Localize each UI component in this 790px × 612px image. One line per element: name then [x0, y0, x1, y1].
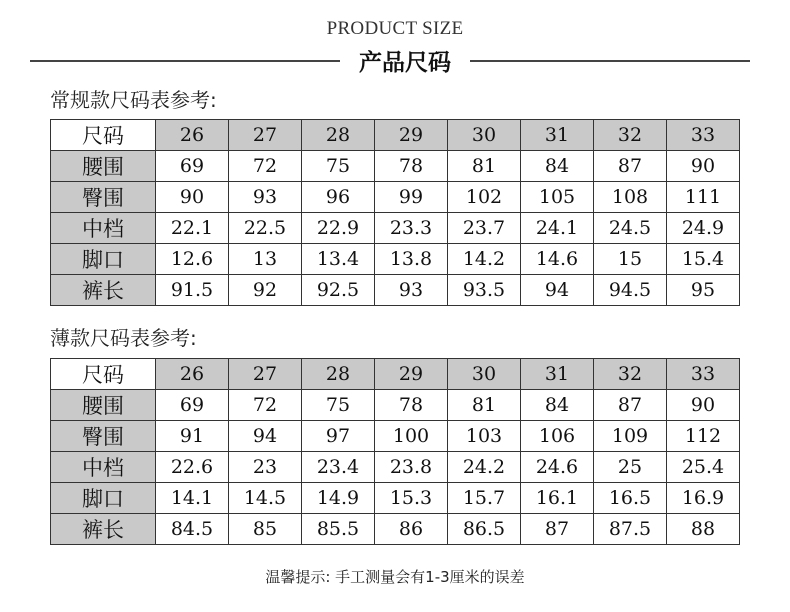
measurement-cell: 100 [375, 421, 448, 452]
size-header-cell: 26 [156, 359, 229, 390]
measurement-cell: 112 [667, 421, 740, 452]
measurement-cell: 13.4 [302, 244, 375, 275]
measurement-cell: 90 [667, 390, 740, 421]
measurement-cell: 108 [594, 182, 667, 213]
measurement-cell: 87 [521, 514, 594, 545]
measurement-cell: 72 [229, 390, 302, 421]
size-header-cell: 28 [302, 120, 375, 151]
measurement-cell: 87.5 [594, 514, 667, 545]
measurement-cell: 91 [156, 421, 229, 452]
measurement-cell: 111 [667, 182, 740, 213]
measurement-cell: 15 [594, 244, 667, 275]
table-row [51, 182, 740, 213]
measurement-cell: 94 [229, 421, 302, 452]
measurement-cell: 78 [375, 151, 448, 182]
measurement-cell: 14.9 [302, 483, 375, 514]
measurement-cell: 23.7 [448, 213, 521, 244]
measurement-cell: 12.6 [156, 244, 229, 275]
measurement-cell: 81 [448, 151, 521, 182]
measurement-cell: 94.5 [594, 275, 667, 306]
measurement-cell: 16.1 [521, 483, 594, 514]
measurement-cell: 86 [375, 514, 448, 545]
size-header-cell: 26 [156, 120, 229, 151]
measurement-cell: 23.4 [302, 452, 375, 483]
measurement-cell: 23.8 [375, 452, 448, 483]
measurement-cell: 13.8 [375, 244, 448, 275]
measurement-cell: 84 [521, 151, 594, 182]
measurement-cell: 69 [156, 151, 229, 182]
measurement-cell: 88 [667, 514, 740, 545]
table-row [51, 483, 740, 514]
measurement-label: 脚口 [51, 244, 156, 275]
size-header-cell: 28 [302, 359, 375, 390]
measurement-cell: 103 [448, 421, 521, 452]
measurement-cell: 93.5 [448, 275, 521, 306]
measurement-label: 臀围 [51, 182, 156, 213]
measurement-cell: 84 [521, 390, 594, 421]
title-divider-left [30, 60, 340, 62]
size-header-cell: 33 [667, 120, 740, 151]
size-header-cell: 30 [448, 120, 521, 151]
product-size-title-en: PRODUCT SIZE [326, 18, 464, 39]
measurement-cell: 106 [521, 421, 594, 452]
size-header-cell: 27 [229, 120, 302, 151]
measurement-cell: 93 [375, 275, 448, 306]
measurement-cell: 90 [156, 182, 229, 213]
measurement-label: 裤长 [51, 514, 156, 545]
measurement-cell: 85.5 [302, 514, 375, 545]
table-row [51, 421, 740, 452]
measurement-cell: 14.6 [521, 244, 594, 275]
measurement-cell: 22.5 [229, 213, 302, 244]
measurement-label: 中档 [51, 452, 156, 483]
table-row [51, 151, 740, 182]
table-row [51, 244, 740, 275]
measurement-cell: 15.3 [375, 483, 448, 514]
measurement-cell: 14.1 [156, 483, 229, 514]
measurement-cell: 75 [302, 390, 375, 421]
size-corner-label: 尺码 [51, 359, 156, 390]
measurement-cell: 94 [521, 275, 594, 306]
measurement-cell: 86.5 [448, 514, 521, 545]
title-divider-right [470, 60, 750, 62]
measurement-label: 中档 [51, 213, 156, 244]
measurement-cell: 92 [229, 275, 302, 306]
measurement-cell: 102 [448, 182, 521, 213]
product-size-title-cn: 产品尺码 [359, 50, 451, 76]
measurement-cell: 24.6 [521, 452, 594, 483]
measurement-tip: 温馨提示: 手工测量会有1-3厘米的误差 [265, 568, 525, 586]
measurement-cell: 22.1 [156, 213, 229, 244]
measurement-cell: 97 [302, 421, 375, 452]
measurement-cell: 78 [375, 390, 448, 421]
size-corner-label: 尺码 [51, 120, 156, 151]
measurement-cell: 69 [156, 390, 229, 421]
measurement-cell: 13 [229, 244, 302, 275]
measurement-cell: 91.5 [156, 275, 229, 306]
measurement-cell: 93 [229, 182, 302, 213]
product-size-title-row [0, 44, 790, 80]
size-header-cell: 29 [375, 359, 448, 390]
measurement-cell: 81 [448, 390, 521, 421]
size-header-cell: 29 [375, 120, 448, 151]
table-row [51, 275, 740, 306]
measurement-cell: 92.5 [302, 275, 375, 306]
measurement-cell: 90 [667, 151, 740, 182]
table-row [51, 452, 740, 483]
measurement-cell: 87 [594, 151, 667, 182]
measurement-cell: 15.4 [667, 244, 740, 275]
measurement-cell: 24.2 [448, 452, 521, 483]
regular-size-table [50, 119, 740, 306]
measurement-cell: 24.1 [521, 213, 594, 244]
table-row [51, 213, 740, 244]
measurement-cell: 24.9 [667, 213, 740, 244]
measurement-cell: 15.7 [448, 483, 521, 514]
measurement-cell: 16.9 [667, 483, 740, 514]
measurement-cell: 96 [302, 182, 375, 213]
size-header-cell: 30 [448, 359, 521, 390]
size-header-row [51, 120, 740, 151]
measurement-cell: 25 [594, 452, 667, 483]
measurement-cell: 25.4 [667, 452, 740, 483]
size-header-cell: 31 [521, 120, 594, 151]
size-header-cell: 31 [521, 359, 594, 390]
measurement-cell: 23.3 [375, 213, 448, 244]
size-header-cell: 33 [667, 359, 740, 390]
measurement-cell: 95 [667, 275, 740, 306]
thin-size-table [50, 358, 740, 545]
size-header-cell: 32 [594, 359, 667, 390]
measurement-cell: 16.5 [594, 483, 667, 514]
measurement-label: 裤长 [51, 275, 156, 306]
measurement-cell: 14.2 [448, 244, 521, 275]
measurement-cell: 72 [229, 151, 302, 182]
measurement-cell: 105 [521, 182, 594, 213]
measurement-cell: 87 [594, 390, 667, 421]
measurement-cell: 84.5 [156, 514, 229, 545]
measurement-label: 腰围 [51, 390, 156, 421]
measurement-cell: 22.9 [302, 213, 375, 244]
measurement-cell: 24.5 [594, 213, 667, 244]
size-header-row [51, 359, 740, 390]
measurement-cell: 14.5 [229, 483, 302, 514]
measurement-cell: 22.6 [156, 452, 229, 483]
measurement-label: 腰围 [51, 151, 156, 182]
measurement-label: 脚口 [51, 483, 156, 514]
measurement-cell: 99 [375, 182, 448, 213]
table-row [51, 514, 740, 545]
table-row [51, 390, 740, 421]
measurement-cell: 109 [594, 421, 667, 452]
size-header-cell: 27 [229, 359, 302, 390]
measurement-cell: 85 [229, 514, 302, 545]
measurement-cell: 23 [229, 452, 302, 483]
size-header-cell: 32 [594, 120, 667, 151]
measurement-cell: 75 [302, 151, 375, 182]
measurement-label: 臀围 [51, 421, 156, 452]
regular-size-table-title: 常规款尺码表参考: [50, 88, 217, 112]
thin-size-table-title: 薄款尺码表参考: [50, 326, 197, 350]
